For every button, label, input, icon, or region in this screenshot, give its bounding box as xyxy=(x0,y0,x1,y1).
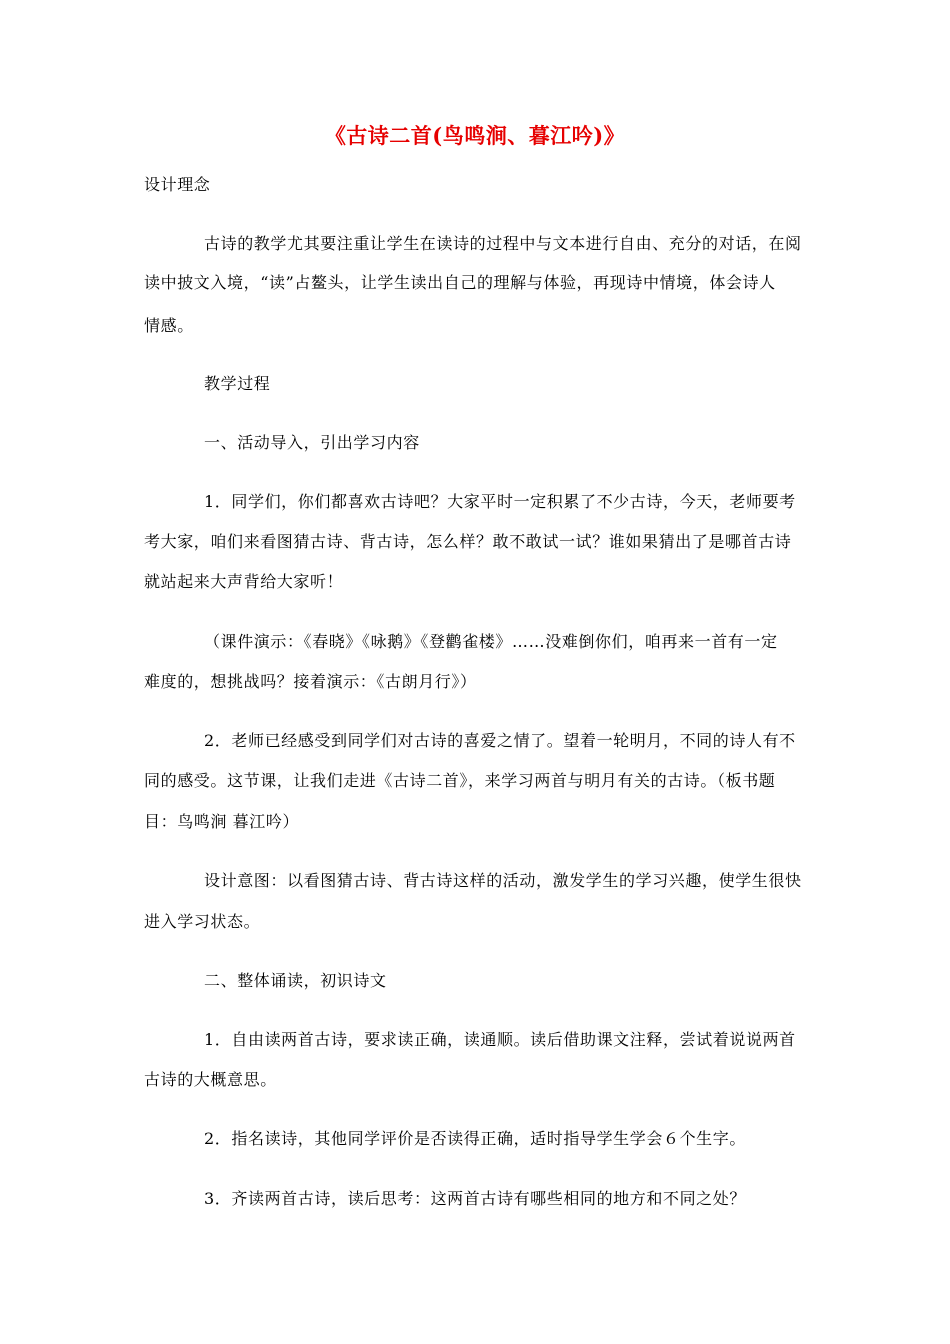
document-title: 《古诗二首(鸟鸣涧、暮江吟)》 xyxy=(324,123,626,148)
paragraph-line: 情感。 xyxy=(144,316,194,335)
paragraph-line: （课件演示：《春晓》《咏鹅》《登鹳雀楼》……没难倒你们，咱再来一首有一定 xyxy=(204,632,778,651)
paragraph-line: 古诗的大概意思。 xyxy=(144,1070,277,1089)
paragraph-line: 2．指名读诗，其他同学评价是否读得正确，适时指导学生学会６个生字。 xyxy=(204,1129,746,1148)
paragraph-line: 就站起来大声背给大家听！ xyxy=(144,572,344,591)
paragraph-line: 2．老师已经感受到同学们对古诗的喜爱之情了。望着一轮明月，不同的诗人有不 xyxy=(204,731,796,750)
paragraph-line: 古诗的教学尤其要注重让学生在读诗的过程中与文本进行自由、充分的对话，在阅 xyxy=(204,234,802,253)
section-heading-design-concept: 设计理念 xyxy=(144,175,211,194)
paragraph-line: 目：鸟鸣涧 暮江吟） xyxy=(144,812,300,831)
paragraph-line: 考大家，咱们来看图猜古诗、背古诗，怎么样？敢不敢试一试？谁如果猜出了是哪首古诗 xyxy=(144,532,792,551)
paragraph-line: 难度的，想挑战吗？接着演示：《古朗月行》） xyxy=(144,672,477,691)
paragraph-line: 3．齐读两首古诗，读后思考：这两首古诗有哪些相同的地方和不同之处？ xyxy=(204,1189,746,1208)
paragraph-line: 同的感受。这节课，让我们走进《古诗二首》，来学习两首与明月有关的古诗。（板书题 xyxy=(144,771,776,790)
section-heading-teaching-process: 教学过程 xyxy=(204,374,271,393)
paragraph-line: 1．自由读两首古诗，要求读正确，读通顺。读后借助课文注释，尝试着说说两首 xyxy=(204,1030,796,1049)
paragraph-line: 读中披文入境，“读”占鳌头，让学生读出自己的理解与体验，再现诗中情境，体会诗人 xyxy=(144,273,776,292)
subsection-heading-2: 二、整体诵读，初识诗文 xyxy=(204,971,387,990)
paragraph-line: 进入学习状态。 xyxy=(144,912,261,931)
subsection-heading-1: 一、活动导入，引出学习内容 xyxy=(204,433,420,452)
paragraph-line: 1．同学们，你们都喜欢古诗吧？大家平时一定积累了不少古诗，今天，老师要考 xyxy=(204,492,796,511)
paragraph-line: 设计意图：以看图猜古诗、背古诗这样的活动，激发学生的学习兴趣，使学生很快 xyxy=(204,871,802,890)
